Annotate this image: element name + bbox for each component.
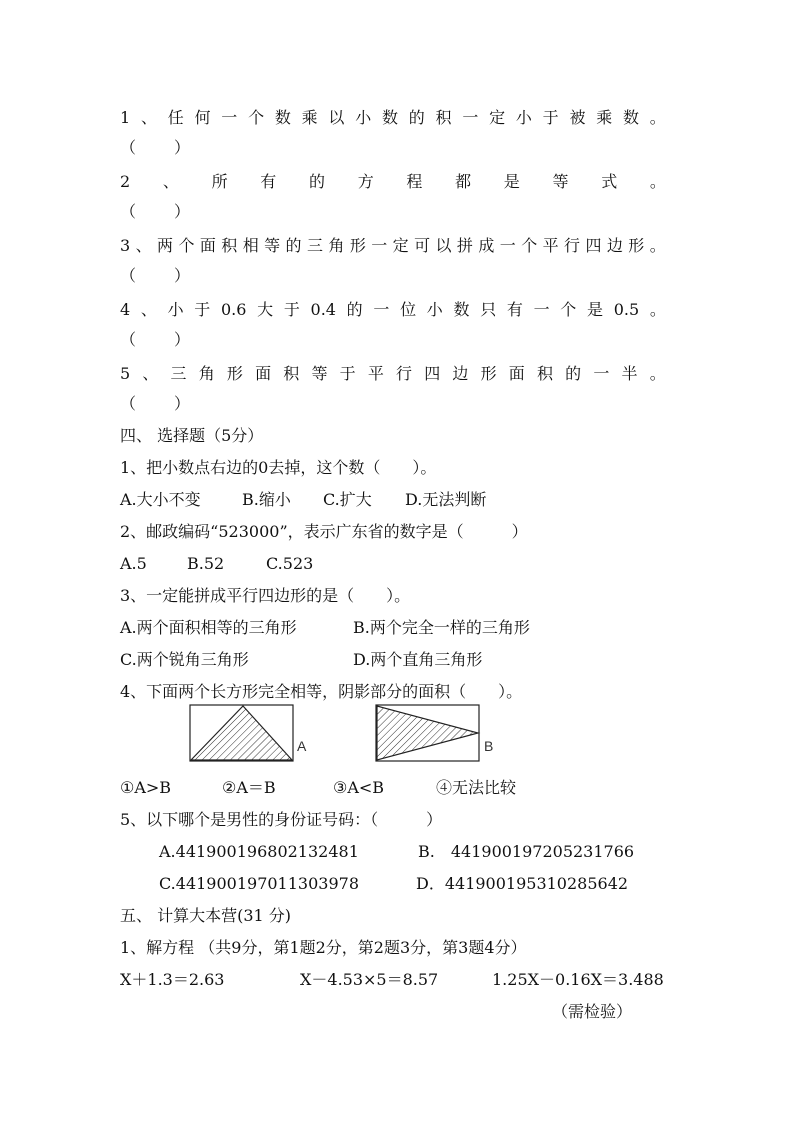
statement-glyph: 个 [248, 108, 265, 127]
statement-glyph: 以 [328, 108, 345, 127]
q4-option-a[interactable]: ①A>B [120, 778, 172, 797]
statement-glyph: 两 [157, 236, 174, 255]
q1-option-c[interactable]: C.扩大 [323, 490, 372, 509]
statement-glyph: 等 [264, 236, 281, 255]
statement-glyph: 积 [283, 364, 300, 383]
statement-glyph: 形 [628, 236, 645, 255]
q1-option-d[interactable]: D.无法判断 [405, 490, 487, 509]
statement-glyph: 三 [170, 364, 187, 383]
statement-number: 4 [120, 300, 131, 319]
section-4-title: 四、 选择题（5分） [120, 426, 264, 445]
statement-glyph: 数 [381, 108, 398, 127]
q2-stem: 2、邮政编码“523000”，表示广东省的数字是（ ） [120, 522, 528, 541]
statement-glyph: 是 [503, 172, 520, 191]
answer-paren-5[interactable]: （ ） [120, 394, 193, 413]
statement-number: 3 [120, 236, 131, 255]
q3-option-d[interactable]: D.两个直角三角形 [353, 650, 483, 669]
statement-token: 小 [167, 300, 184, 319]
q1-option-a[interactable]: A.大小不变 [120, 490, 201, 509]
q5-option-d[interactable]: D．441900195310285642 [416, 874, 629, 893]
statement-token: 位 [400, 300, 417, 319]
statement-glyph: 面 [508, 364, 525, 383]
statement-glyph: 定 [489, 108, 506, 127]
statement-glyph: 的 [285, 236, 302, 255]
statement-glyph: 小 [515, 108, 532, 127]
q3-option-a[interactable]: A.两个面积相等的三角形 [120, 618, 297, 637]
answer-paren-4[interactable]: （ ） [120, 330, 193, 349]
statement-glyph: 一 [462, 108, 479, 127]
statement-glyph: 。 [649, 172, 666, 191]
q3-stem: 3、一定能拼成平行四边形的是（ ）。 [120, 586, 411, 605]
statement-glyph: 何 [194, 108, 211, 127]
statement-token: 一 [373, 300, 390, 319]
answer-paren-1[interactable]: （ ） [120, 138, 193, 157]
statement-glyph: 等 [311, 364, 328, 383]
statement-glyph: 一 [499, 236, 516, 255]
statement-glyph: 被 [569, 108, 586, 127]
q4-stem: 4、下面两个长方形完全相等，阴影部分的面积（ ）。 [120, 682, 523, 701]
statement-separator: 、 [140, 300, 157, 319]
judge-statement-1 [120, 108, 666, 128]
statement-glyph: 于 [542, 108, 559, 127]
equation-2: X－4.53×5＝8.57 [300, 970, 439, 989]
q2-option-c[interactable]: C.523 [266, 554, 314, 573]
q3-option-b[interactable]: B.两个完全一样的三角形 [353, 618, 530, 637]
statement-glyph: 都 [455, 172, 472, 191]
statement-token: 有 [506, 300, 523, 319]
statement-glyph: 程 [406, 172, 423, 191]
statement-separator: 、 [140, 108, 157, 127]
statement-glyph: 可 [414, 236, 431, 255]
statement-glyph: 半 [621, 364, 638, 383]
statement-glyph: 一 [371, 236, 388, 255]
statement-glyph: 形 [226, 364, 243, 383]
answer-paren-3[interactable]: （ ） [120, 266, 193, 285]
statement-glyph: 形 [480, 364, 497, 383]
statement-glyph: 角 [198, 364, 215, 383]
statement-glyph: 行 [396, 364, 413, 383]
statement-glyph: 有 [260, 172, 277, 191]
q3-option-c[interactable]: C.两个锐角三角形 [120, 650, 249, 669]
statement-token: 0.4 [310, 300, 336, 319]
statement-token: 大 [257, 300, 274, 319]
statement-glyph: 三 [306, 236, 323, 255]
statement-token: 数 [453, 300, 470, 319]
statement-glyph: 四 [585, 236, 602, 255]
statement-glyph: 个 [178, 236, 195, 255]
statement-glyph: 平 [542, 236, 559, 255]
judge-statement-5 [120, 364, 666, 384]
q4-option-d[interactable]: ④无法比较 [436, 778, 517, 797]
q4-option-c[interactable]: ③A<B [333, 778, 385, 797]
statement-token: 0.5 [613, 300, 640, 319]
statement-separator: 、 [142, 364, 159, 383]
statement-token: 只 [480, 300, 497, 319]
statement-glyph: 面 [199, 236, 216, 255]
statement-glyph: 积 [536, 364, 553, 383]
statement-glyph: 小 [355, 108, 372, 127]
statement-separator: 、 [162, 172, 179, 191]
statement-number: 1 [120, 108, 131, 127]
statement-glyph: 平 [367, 364, 384, 383]
statement-glyph: 边 [452, 364, 469, 383]
statement-glyph: 拼 [456, 236, 473, 255]
equation-1: X＋1.3＝2.63 [120, 970, 225, 989]
calc-stem: 1、解方程 （共9分，第1题2分，第2题3分，第3题4分） [120, 938, 527, 957]
rectangle-figure-a [188, 703, 318, 765]
statement-glyph: 数 [274, 108, 291, 127]
statement-glyph: 的 [308, 172, 325, 191]
statement-token: 于 [194, 300, 211, 319]
figure-label-a: A [297, 738, 307, 754]
statement-glyph: 积 [435, 108, 452, 127]
statement-glyph: 方 [357, 172, 374, 191]
statement-glyph: 于 [339, 364, 356, 383]
statement-glyph: 所 [211, 172, 228, 191]
q5-option-c[interactable]: C.441900197011303978 [159, 874, 359, 893]
q1-stem: 1、把小数点右边的0去掉，这个数（ ）。 [120, 458, 437, 477]
q4-option-b[interactable]: ②A＝B [222, 778, 276, 797]
statement-token: 于 [283, 300, 300, 319]
statement-token: 小 [426, 300, 443, 319]
statement-glyph: 定 [392, 236, 409, 255]
judge-statement-3 [120, 236, 666, 256]
q5-option-a[interactable]: A.441900196802132481 [159, 842, 359, 861]
q5-option-b[interactable]: B. 441900197205231766 [418, 842, 635, 861]
statement-number: 5 [120, 364, 131, 383]
statement-token: 个 [560, 300, 577, 319]
judge-statement-4 [120, 300, 666, 320]
statement-token: 的 [346, 300, 363, 319]
statement-glyph: 行 [564, 236, 581, 255]
statement-glyph: 任 [167, 108, 184, 127]
statement-glyph: 等 [552, 172, 569, 191]
statement-glyph: 相 [242, 236, 259, 255]
equation-3: 1.25X－0.16X＝3.488 [492, 970, 664, 989]
q5-stem: 5、以下哪个是男性的身份证号码：（ ） [120, 810, 443, 829]
section-5-title: 五、 计算大本营(31 分) [120, 906, 292, 925]
statement-separator: 、 [135, 236, 152, 255]
statement-glyph: 式 [601, 172, 618, 191]
statement-glyph: 面 [255, 364, 272, 383]
statement-glyph: 的 [408, 108, 425, 127]
statement-glyph: 边 [606, 236, 623, 255]
statement-token: 一 [533, 300, 550, 319]
statement-glyph: 的 [565, 364, 582, 383]
answer-paren-2[interactable]: （ ） [120, 202, 193, 221]
statement-number: 2 [120, 172, 131, 191]
statement-glyph: 数 [623, 108, 640, 127]
statement-glyph: 乘 [301, 108, 318, 127]
statement-glyph: 个 [521, 236, 538, 255]
statement-token: 是 [587, 300, 604, 319]
statement-glyph: 成 [478, 236, 495, 255]
statement-glyph: 。 [649, 236, 666, 255]
rectangle-figure-b [374, 703, 504, 765]
statement-token: 。 [649, 300, 666, 319]
statement-glyph: 以 [435, 236, 452, 255]
q1-option-b[interactable]: B.缩小 [242, 490, 291, 509]
check-note: （需检验） [552, 1002, 633, 1021]
statement-token: 0.6 [220, 300, 247, 319]
statement-glyph: 。 [649, 108, 666, 127]
statement-glyph: 四 [424, 364, 441, 383]
statement-glyph: 乘 [596, 108, 613, 127]
statement-glyph: 。 [649, 364, 666, 383]
statement-glyph: 角 [328, 236, 345, 255]
statement-glyph: 积 [221, 236, 238, 255]
q2-option-b[interactable]: B.52 [187, 554, 225, 573]
q2-option-a[interactable]: A.5 [120, 554, 147, 573]
statement-glyph: 一 [221, 108, 238, 127]
judge-statement-2 [120, 172, 666, 192]
statement-glyph: 一 [593, 364, 610, 383]
statement-glyph: 形 [349, 236, 366, 255]
figure-label-b: B [484, 738, 494, 754]
